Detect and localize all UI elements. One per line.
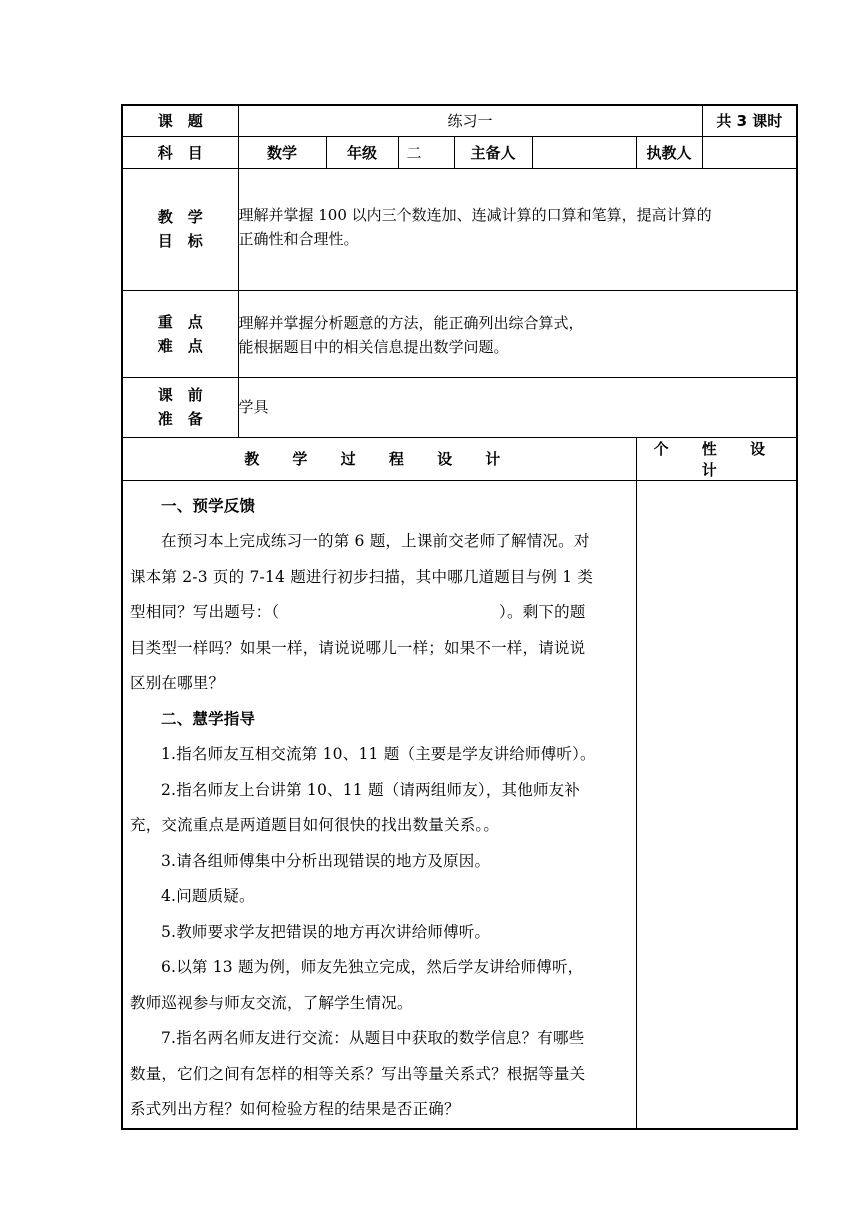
prep-row: [122, 377, 797, 437]
process-line: 型相同？写出题号：（ ）。剩下的题: [130, 603, 586, 621]
process-line: 教师巡视参与师友交流，了解学生情况。: [130, 993, 413, 1012]
prep-label-line-2: 准 备: [157, 410, 203, 428]
process-line: 4.问题质疑。: [161, 887, 255, 905]
subject-label: 科 目: [122, 136, 238, 168]
lesson-title: 练习一: [238, 105, 702, 136]
process-title: [122, 437, 636, 480]
key-text: [238, 290, 797, 377]
goal-text-line-1: 理解并掌握 100 以内三个数连加、连减计算的口算和笔算，提高计算的: [238, 205, 712, 224]
key-label: [122, 290, 238, 377]
periods: 共 3 课时: [702, 105, 797, 136]
prep-label: [122, 377, 238, 437]
key-row: [122, 290, 797, 377]
title-row: [122, 105, 797, 136]
key-text-line-1: 理解并掌握分析题意的方法，能正确列出综合算式，: [238, 313, 584, 332]
process-line: 7.指名两名师友进行交流：从题目中获取的数学信息？有哪些: [161, 1029, 585, 1047]
process-heading: 一、预学反馈: [161, 496, 256, 515]
process-line: 5.教师要求学友把错误的地方再次讲给师傅听。: [161, 922, 491, 941]
process-line: 2.指名师友上台讲第 10、11 题（请两组师友），其他师友补: [161, 780, 581, 799]
goal-label-line-2: 目 标: [157, 232, 203, 250]
lesson-plan-table: [121, 104, 798, 1130]
process-line: 课本第 2-3 页的 7-14 题进行初步扫描，其中哪几道题目与例 1 类: [130, 567, 594, 586]
process-line: 区别在哪里？: [130, 674, 225, 692]
teacher-value: [702, 136, 797, 168]
process-line: 3.请各组师傅集中分析出现错误的地方及原因。: [161, 851, 491, 870]
subject-value: 数学: [238, 136, 326, 168]
goal-label-line-1: 教 学: [157, 208, 203, 226]
process-header-row: [122, 437, 797, 480]
key-text-line-2: 能根据题目中的相关信息提出数学问题。: [238, 337, 509, 356]
grade-value: 二: [398, 136, 454, 168]
side-title: [636, 437, 797, 480]
process-line: 1.指名师友互相交流第 10、11 题（主要是学友讲给师傅听）。: [161, 745, 596, 763]
process-line: 目类型一样吗？如果一样，请说说哪儿一样；如果不一样，请说说: [130, 638, 586, 657]
process-title-text: 教 学 过 程 设 计: [244, 450, 515, 468]
process-line: 充，交流重点是两道题目如何很快的找出数量关系。。: [130, 816, 500, 834]
prep-text: 学具: [238, 377, 797, 437]
goal-label: [122, 168, 238, 290]
process-line: 数量，它们之间有怎样的相等关系？写出等量关系式？根据等量关: [130, 1064, 586, 1083]
key-label-line-2: 难 点: [157, 336, 203, 355]
key-label-line-1: 重 点: [157, 312, 203, 331]
goal-text: [238, 168, 797, 290]
process-body-row: [122, 480, 797, 1129]
process-line: 6.以第 13 题为例，师友先独立完成，然后学友讲给师傅听，: [161, 958, 584, 976]
prep-label-line-1: 课 前: [157, 386, 203, 404]
goal-text-line-2: 正确性和合理性。: [238, 229, 359, 248]
side-title-text: 个 性 设 计: [653, 439, 780, 479]
preparer-value: [532, 136, 636, 168]
grade-label: 年级: [326, 136, 398, 168]
preparer-label: 主备人: [454, 136, 532, 168]
teacher-label: 执教人: [636, 136, 702, 168]
subject-row: [122, 136, 797, 168]
lesson-label: 课 题: [122, 105, 238, 136]
process-line: 系式列出方程？如何检验方程的结果是否正确？: [130, 1100, 460, 1118]
process-line: 在预习本上完成练习一的第 6 题，上课前交老师了解情况。对: [161, 532, 590, 550]
process-heading: 二、慧学指导: [161, 709, 256, 728]
side-content: [636, 480, 797, 1129]
goal-row: [122, 168, 797, 290]
process-content: [122, 480, 636, 1129]
